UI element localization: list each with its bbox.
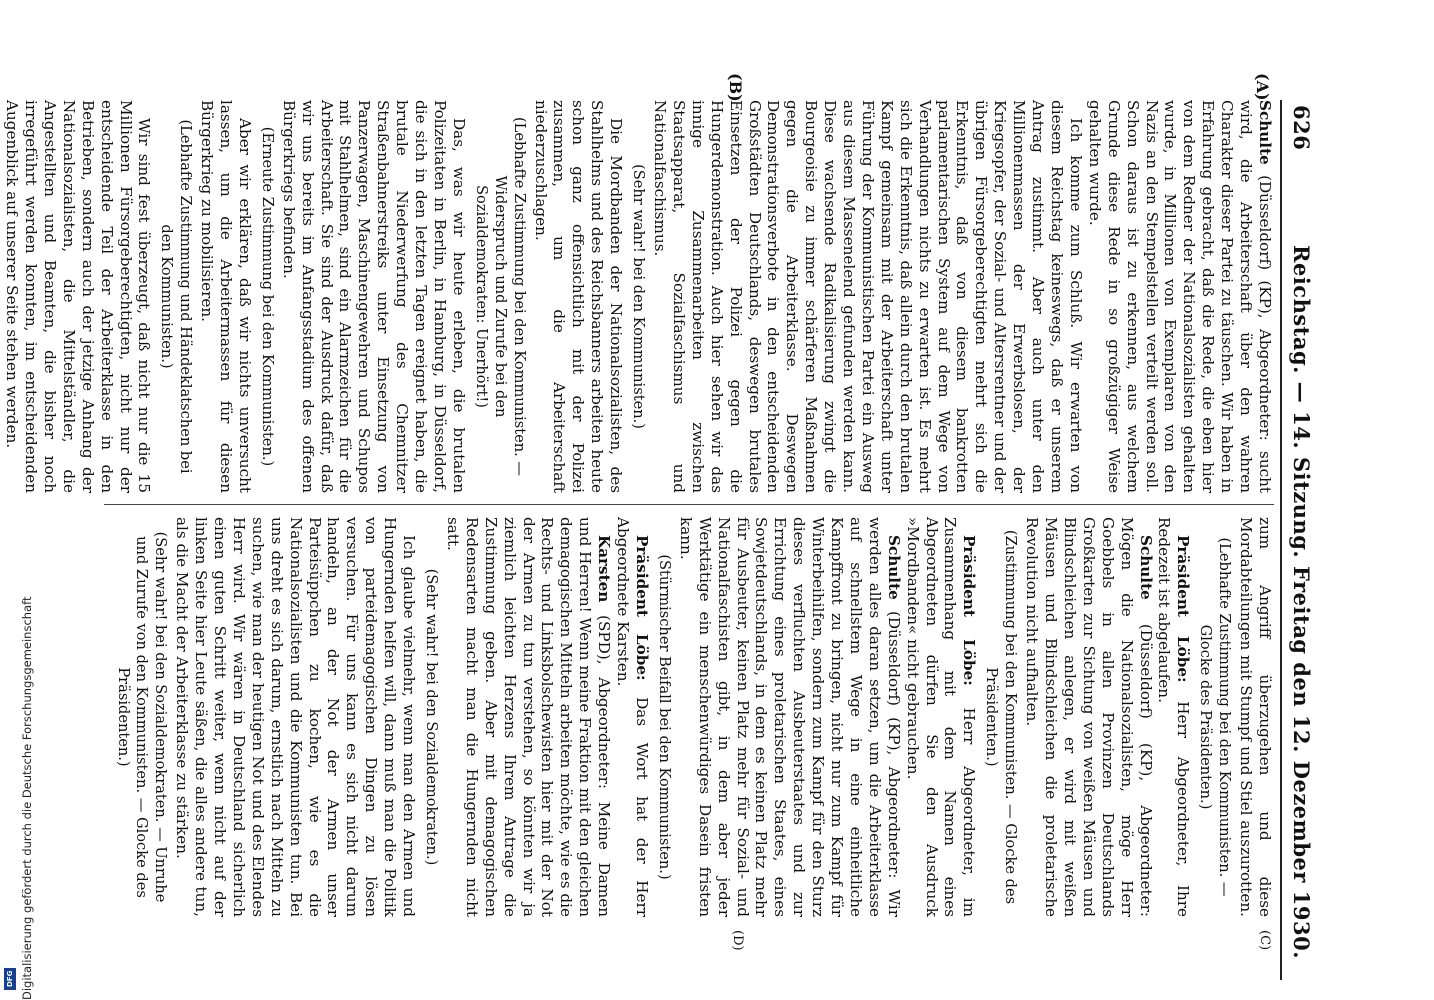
interjection bbox=[421, 527, 440, 907]
margin-marker-a: (A) bbox=[1253, 73, 1272, 101]
paragraph-text: Das, was wir heute erleben, die brutalen Polizeitaten in Berlin, in Hamburg, in Düsseldorf, die sich in den letzten Tagen ereignet haben, die brutale Niederwerfung des Chemnitzer Straßenbahnerstreiks unter Einsetzung von Panzerwagen, Maschinengewehren und Schupos mit Stahlhelmen, sind ein Alarmzeichen für die Arbeiterschaft. Sie sind der Ausdruck dafür, daß wir uns bereits im Anfangsstadium des offenen Bürgerkriegs befinden. bbox=[279, 100, 468, 493]
paragraph bbox=[613, 517, 651, 917]
interjection bbox=[257, 110, 276, 483]
funding-sidebar bbox=[0, 0, 34, 1000]
interjection-text: (Lebhafte Zustimmung bei den Kommunisten. — Glocke des Präsidenten.) bbox=[1197, 537, 1234, 897]
paragraph-text: (SPD), Abgeordneter: Meine Damen und Herren! Wenn meine Fraktion mit den gleichen demagogischen Mitteln arbeiten möchte, wie es die Rechts- und Linksbolschewisten hier mit der Not der Armen zu tun verstehen, so könnten wir ja ziemlich leichten Herzens Ihrem Antrage die Zustimmung geben. Aber mit demagogischen Redensarten macht man die Hungernden nicht satt. bbox=[443, 517, 614, 917]
running-title: Reichstag. — 14. Sitzung. Freitag den 12. Dezember 1930. bbox=[1289, 245, 1314, 960]
column-divider bbox=[104, 504, 1274, 505]
interjection bbox=[1195, 527, 1233, 907]
interjection bbox=[156, 110, 194, 483]
speaker-name: Karsten bbox=[595, 535, 614, 603]
paragraph bbox=[903, 517, 979, 917]
paragraph bbox=[650, 100, 1085, 493]
header-rule bbox=[1280, 100, 1282, 980]
paragraph-text: Ich glaube vielmehr, wenn man den Armen und Hungernden helfen will, dann muß man die Politik von parteidemagogischen Dingen zu lösen versuchen. Für uns kann es sich nicht darum handeln, an der Not der Armen unser Parteisüppchen zu kochen, wie es die Nationalsozialisten und die Kommunisten tun. Bei uns dreht es sich darum, ernstlich nach Mitteln zu suchen, wie man der heutigen Not und des Elendes Herr wird. Wir wären in Deutschland sicherlich einen guten Schritt weiter, wenn nicht auf der linken Seite hier Leute säßen, die alles andere tun, als die Macht der Arbeiterklasse zu stärken. bbox=[173, 517, 419, 917]
interjection-text: (Sehr wahr! bei den Sozialdemokraten.) bbox=[423, 568, 441, 866]
page-number: 626 bbox=[1289, 105, 1314, 151]
speaker-name: Schulte bbox=[1256, 100, 1274, 165]
speaker-name: Präsident Löbe: bbox=[1174, 535, 1193, 683]
interjection-text: (Sehr wahr! bei den Sozialdemokraten. — Unruhe und Zurufe von den Kommunisten. — Glocke des Präsidenten.) bbox=[114, 531, 170, 903]
interjection bbox=[654, 527, 673, 907]
margin-marker-b: (B) bbox=[726, 73, 745, 102]
paragraph bbox=[1155, 517, 1193, 917]
paragraph bbox=[279, 100, 468, 493]
interjection-text: (Lebhafte Zustimmung bei den Kommunisten. — Widerspruch und Zurufe bei den Sozialdemokraten: Unerhört!) bbox=[472, 116, 528, 477]
paragraph-text: zum Angriff überzugehen und diese Mordabteilungen mit Stumpf und Stiel auszurotten. bbox=[1237, 517, 1274, 917]
paragraph bbox=[443, 517, 613, 917]
paragraph bbox=[1236, 517, 1274, 917]
speaker-name: Präsident Löbe: bbox=[960, 535, 979, 686]
interjection bbox=[628, 110, 647, 483]
paragraph-text: (Düsseldorf) (KP), Abgeordneter: Wir werden alles daran setzen, um die Arbeiterklasse auf schnellstem Wege in eine einheitliche Kampffront zu bringen, nicht nur zum Kampf für Winterbeihilfen, sondern zum Kampf für den Sturz dieses verfluchten Ausbeuterstaates und zur Errichtung eines proletarischen Staates, eines Sowjetdeutschlands, in dem es keinen Platz mehr für Ausbeuter, keinen Platz mehr für Sozial- und Nationalfaschisten gibt, in dem aber jeder Werktätige ein menschenwürdiges Dasein fristen kann. bbox=[676, 517, 903, 917]
interjection-text: (Sehr wahr! bei den Kommunisten.) bbox=[630, 164, 648, 429]
margin-marker-d: (D) bbox=[730, 930, 745, 951]
paragraph bbox=[1022, 517, 1154, 917]
interjection-text: (Zustimmung bei den Kommunisten. — Glocke des Präsidenten.) bbox=[983, 529, 1020, 905]
left-column bbox=[3, 100, 1274, 493]
margin-marker-c: (C) bbox=[1257, 930, 1272, 951]
speaker-name: Präsident Löbe: bbox=[633, 535, 651, 681]
interjection-text: (Lebhafte Zustimmung und Händeklatschen bei den Kommunisten.) bbox=[158, 119, 195, 474]
paragraph bbox=[2, 100, 153, 493]
paragraph bbox=[197, 100, 254, 493]
paragraph-text: Das Wort hat der Herr Abgeordnete Karsten. bbox=[614, 517, 651, 917]
interjection bbox=[113, 527, 170, 907]
paragraph bbox=[676, 517, 903, 917]
dfg-logo: DFG bbox=[4, 968, 16, 990]
speaker-name: Schulte bbox=[1136, 535, 1155, 600]
interjection bbox=[981, 527, 1019, 907]
right-column bbox=[99, 517, 1274, 917]
interjection bbox=[471, 110, 528, 483]
paragraph-text: Herr Abgeordneter, im Zusammenhang mit dem Namen eines Abgeordneten dürfen Sie den Ausdruck »Mordbanden« nicht gebrauchen. bbox=[903, 517, 979, 917]
interjection-text: (Erneute Zustimmung bei den Kommunisten.) bbox=[258, 126, 276, 467]
paragraph-text: Aber wir erklären, daß wir nichts unversucht lassen, um die Arbeitermassen für diesen Bürgerkrieg zu mobilisieren. bbox=[198, 100, 254, 493]
paragraph-text: (Düsseldorf) (KP), Abgeordneter: sucht wird, die Arbeiterschaft über den wahren Charakter dieser Partei zu täuschen. Wir haben in Erfahrung gebracht, daß die Rede, die eben hier von dem Redner der Nationalsozialisten gehalten wurde, in Millionen von Exemplaren von den Nazis an den Stempelstellen verteilt werden soll. Schon daraus ist zu erkennen, aus welchem Grunde diese Rede in so großzügiger Weise gehalten wurde. bbox=[1085, 100, 1274, 493]
paragraph bbox=[172, 517, 418, 917]
paragraph-text: Herr Abgeordneter, Ihre Redezeit ist abgelaufen. bbox=[1155, 517, 1193, 917]
paragraph-text: Die Mordbanden der Nationalsozialisten, des Stahlhelms und des Reichsbanners arbeiten heute schon ganz offensichtlich mit der Polizei zusammen, um die Arbeiterschaft niederzuschlagen. bbox=[531, 100, 626, 493]
paragraph-text: Wir sind fest überzeugt, daß nicht nur die 15 Millionen Fürsorgeberechtigten, nicht nur der entscheidende Teil der Arbeiterklasse in den Betrieben, sondern auch der jetzige Anhang der Nationalsozialisten, die Mittelständler, die Angestellten und Beamten, die bisher noch irregeführt werden konnten, im entscheidenden Augenblick auf unserer Seite stehen werden. bbox=[3, 100, 154, 493]
page-header bbox=[1280, 105, 1320, 960]
paragraph-text: Ich komme zum Schluß. Wir erwarten von diesem Reichstag keineswegs, daß er unserem Antrag zustimmt. Aber auch unter den Millionenmassen der Erwerbslosen, der Kriegsopfer, der Sozial- und Altersrentner und der übrigen Fürsorgeberechtigten mehrt sich die Erkenntnis, daß von diesem bankrotten parlamentarischen System auf dem Wege von Verhandlungen nichts zu erwarten ist. Es mehrt sich die Erkenntnis, daß allein durch den brutalen Kampf gemeinsam mit der Arbeiterschaft unter Führung der Kommunistischen Partei ein Ausweg aus diesem Massenelend gefunden werden kann. Diese wachsende Radikalisierung zwingt die Bourgeoisie zu immer schärferen Maßnahmen gegen die Arbeiterklasse. Deswegen Demonstrationsverbote in den entscheidenden Großstädten Deutschlands, deswegen brutales Einsetzen der Polizei gegen die Hungerdemonstration. Auch hier sehen wir das innige Zusammenarbeiten zwischen Staatsapparat, Sozialfaschismus und Nationalfaschismus. bbox=[651, 100, 1085, 493]
paragraph-text: (Düsseldorf) (KP), Abgeordneter: Mögen die Nationalsozialisten, möge Herr Goebbels in allen Provinzen Deutschlands Großkarten zur Sichtung von weißen Mäusen und Blindschleichen anlegen, er wird mit weißen Mäusen und Blindschleichen die proletarische Revolution nicht aufhalten. bbox=[1023, 517, 1155, 917]
paragraph bbox=[531, 100, 626, 493]
speaker-name: Schulte bbox=[884, 535, 903, 600]
interjection-text: (Stürmischer Beifall bei den Kommunisten.) bbox=[655, 554, 673, 880]
paragraph bbox=[1085, 100, 1274, 493]
funding-note: Digitalisierung gefördert durch die Deutsche Forschungsgemeinschaft bbox=[20, 596, 34, 1000]
